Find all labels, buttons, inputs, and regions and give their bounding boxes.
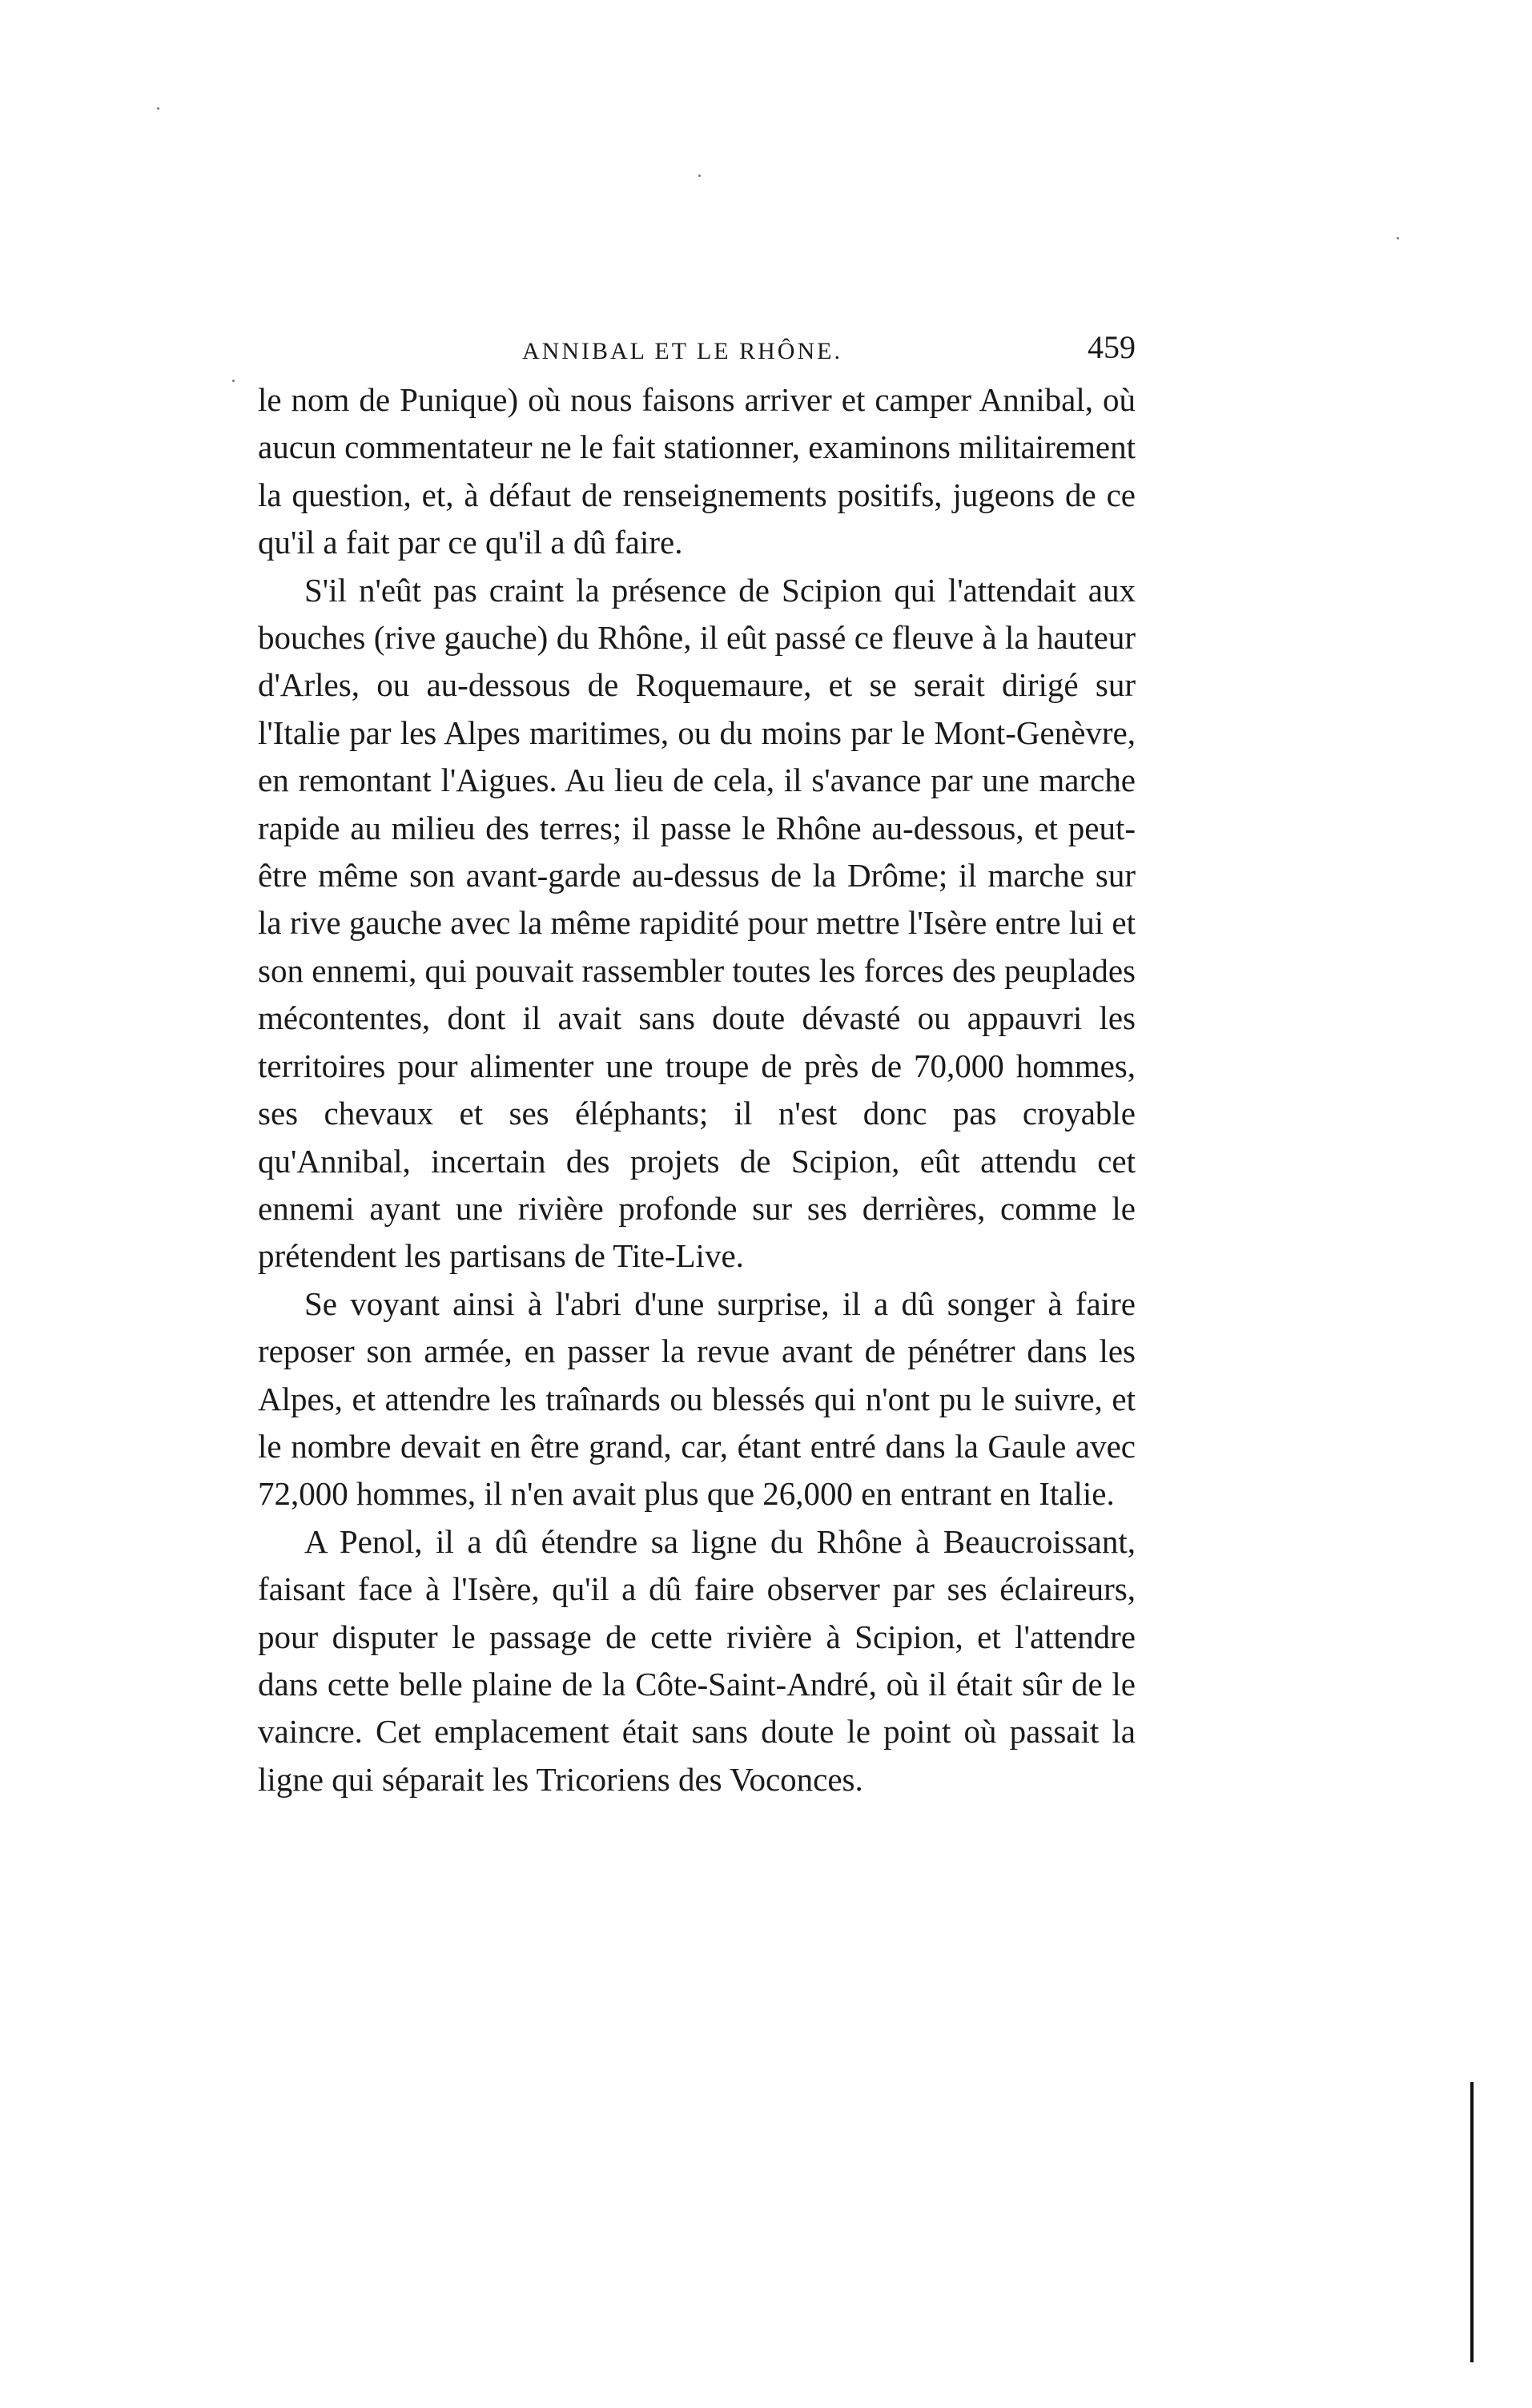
paragraph-2: S'il n'eût pas craint la présence de Scipion qui l'attendait aux bouches (rive gauche) du Rhône, il eût passé ce fleuve à la hauteur d'Arles, ou au-dessous de Roquemaure, et se serait dirigé sur l'Italie par les Alpes maritimes, ou du moins par le Mont-Genèvre, en remontant l'Aigues. Au lieu de cela, il s'avance par une marche rapide au milieu des terres; il passe le Rhône au-dessous, et peut-être même son avant-garde au-dessus de la Drôme; il marche sur la rive gauche avec la même rapidité pour mettre l'Isère entre lui et son ennemi, qui pouvait rassembler toutes les forces des peuplades mécontentes, dont il avait sans doute dévasté ou appauvri les territoires pour alimenter une troupe de près de 70,000 hommes, ses chevaux et ses éléphants; il n'est donc pas croyable qu'Annibal, incertain des projets de Scipion, eût attendu cet ennemi ayant une rivière profonde sur ses derrières, comme le prétendent les partisans de Tite-Live. xyxy=(258,571,1136,1275)
scan-speck xyxy=(157,107,159,110)
running-title: ANNIBAL ET LE RHÔNE. xyxy=(522,338,842,364)
scan-speck xyxy=(232,380,235,382)
scan-speck xyxy=(1397,237,1399,239)
paragraph-3: Se voyant ainsi à l'abri d'une surprise, il a dû songer à faire reposer son armée, en passer la revue avant de pénétrer dans les Alpes, et attendre les traînards ou blessés qui n'ont pu le suivre, et le nombre devait en être grand, car, étant entré dans la Gaule avec 72,000 hommes, il n'en avait plus que 26,000 en entrant en Italie. xyxy=(258,1284,1136,1513)
scan-edge-line xyxy=(1470,2082,1474,2362)
paragraph-4: A Penol, il a dû étendre sa ligne du Rhône à Beaucroissant, faisant face à l'Isère, qu'il a dû faire observer par ses éclaireurs, pour disputer le passage de cette rivière à Scipion, et l'attendre dans cette belle plaine de la Côte-Saint-André, où il était sûr de le vaincre. Cet emplacement était sans doute le point où passait la ligne qui séparait les Tricoriens des Voconces. xyxy=(258,1522,1136,1798)
page-number: 459 xyxy=(1088,329,1136,365)
paragraph-1: le nom de Punique) où nous faisons arriver et camper Annibal, où aucun commentateur ne le fait stationner, examinons militairement la question, et, à défaut de renseignements positifs, jugeons de ce qu'il a fait par ce qu'il a dû faire. xyxy=(258,381,1136,561)
scan-speck xyxy=(698,175,701,177)
body-text xyxy=(258,376,1136,1803)
running-header xyxy=(258,327,1136,375)
